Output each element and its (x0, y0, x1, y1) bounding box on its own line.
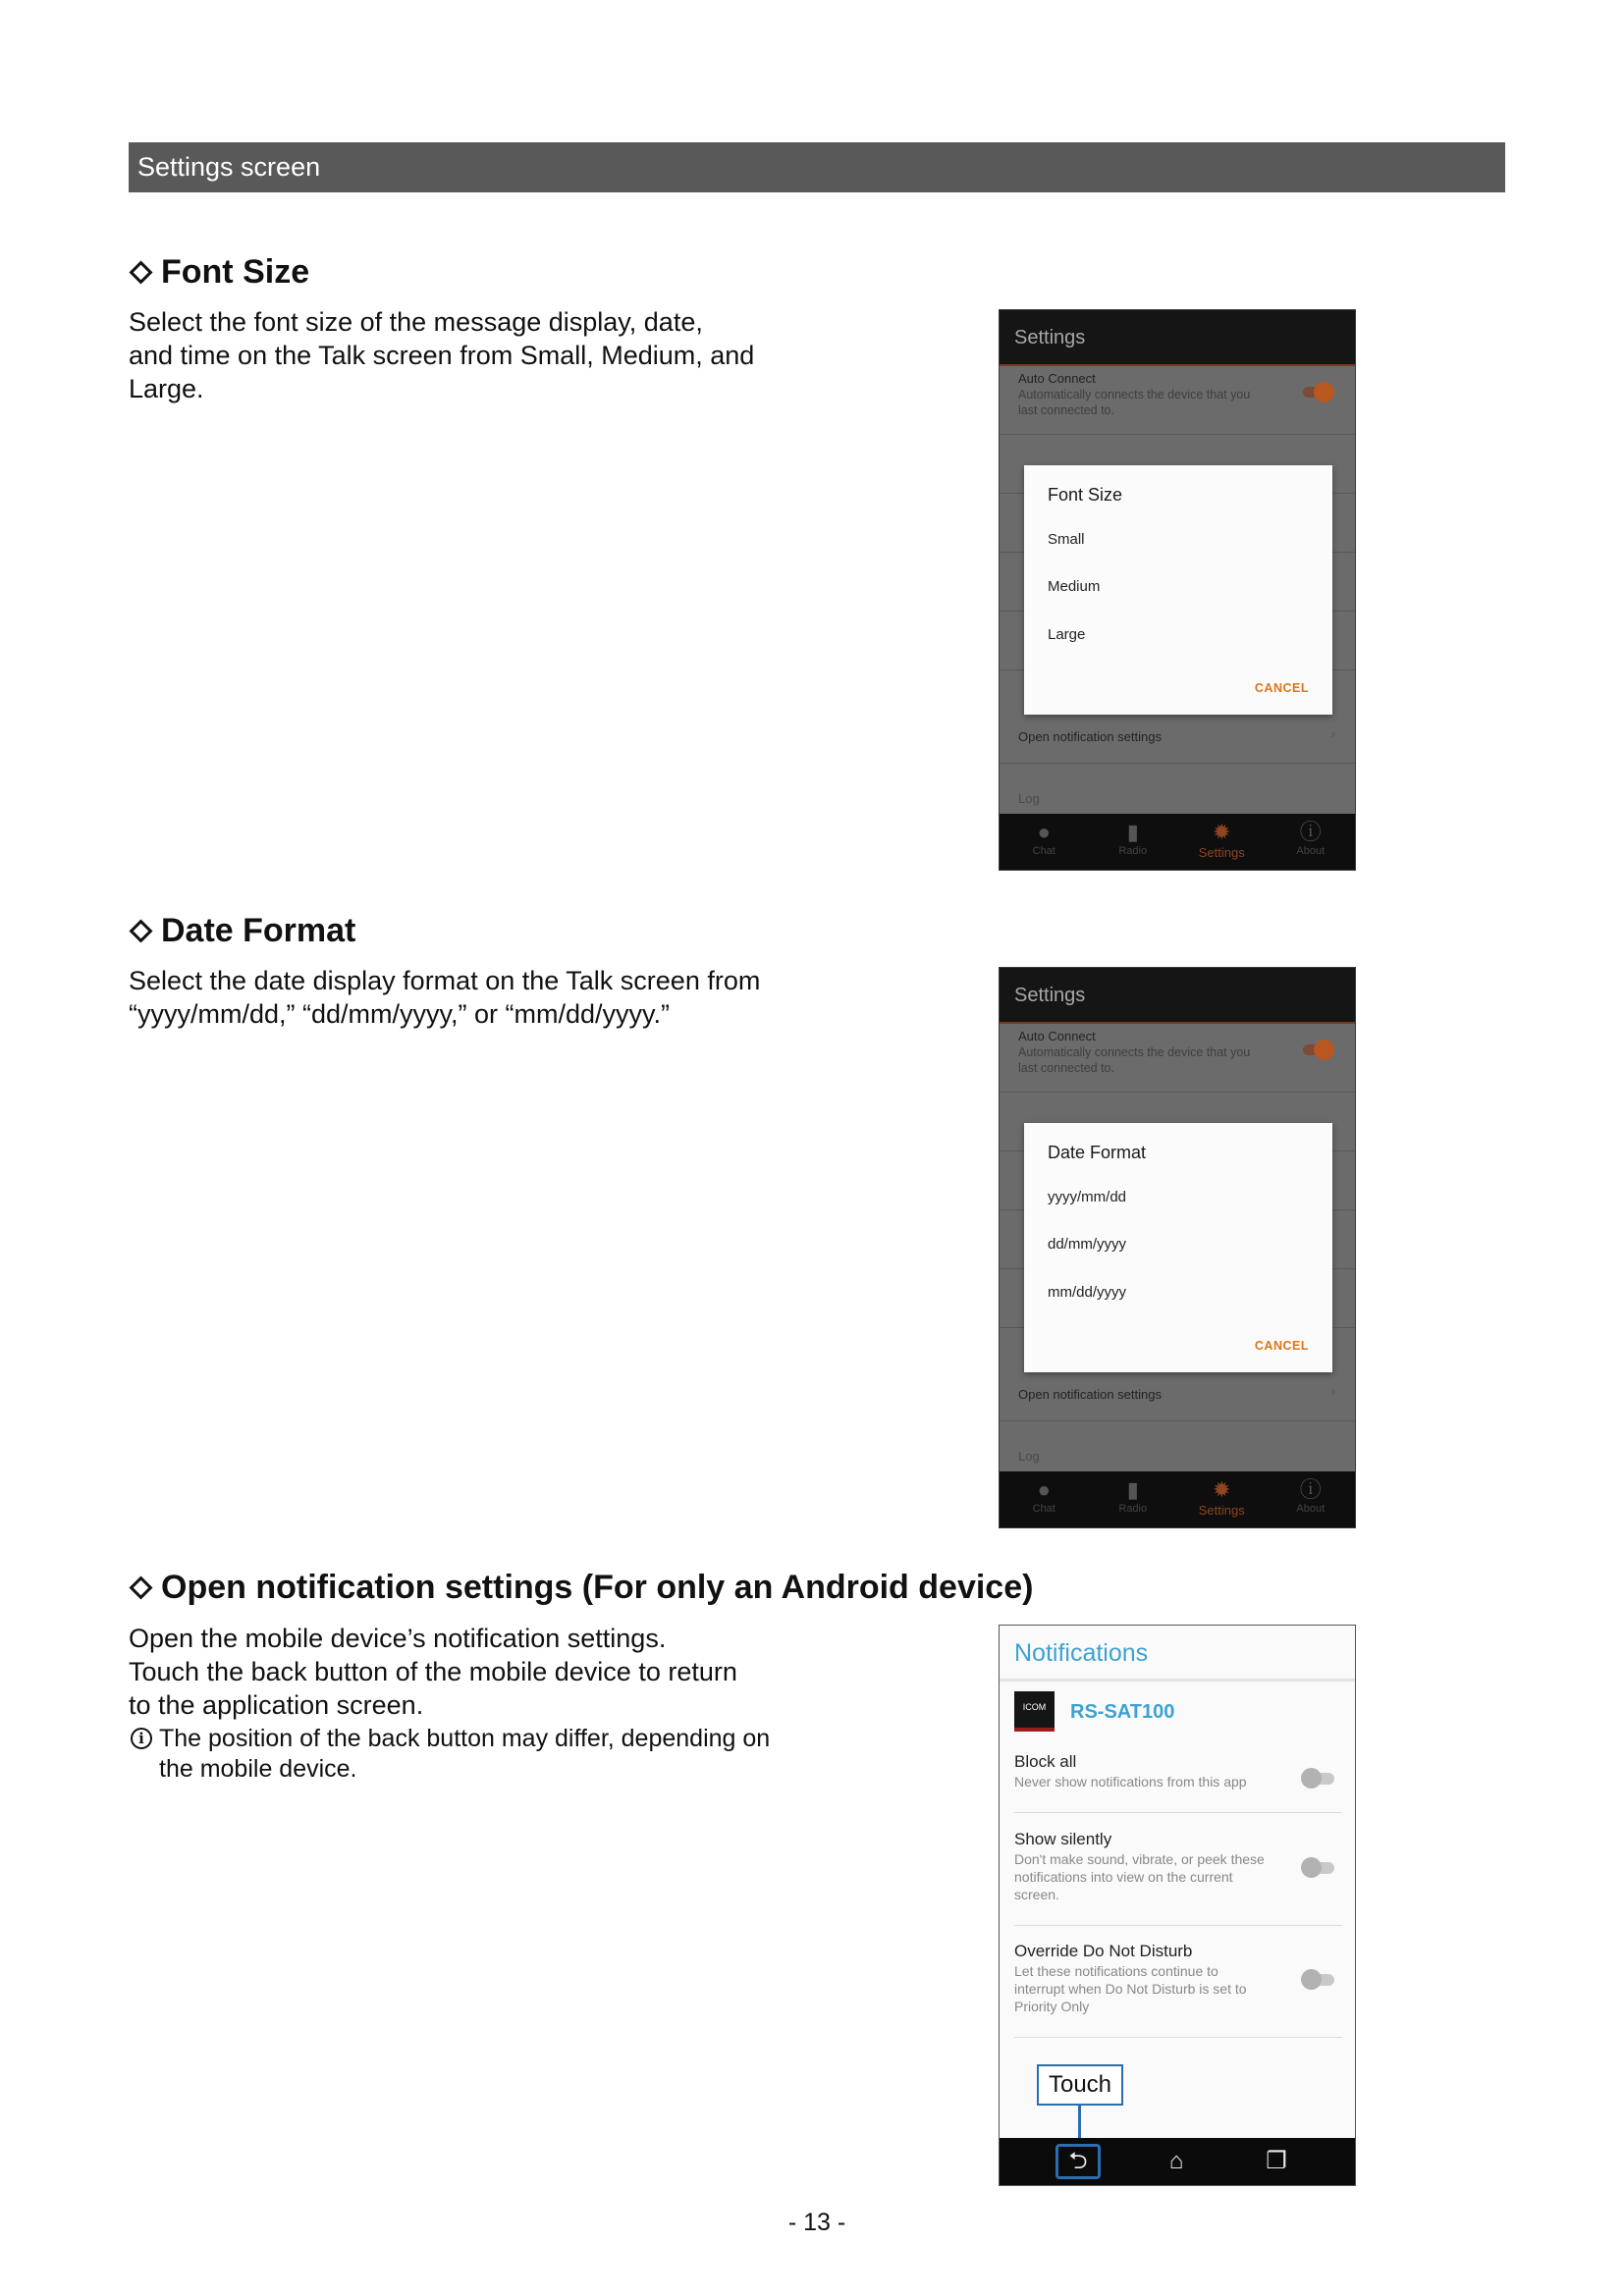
tab-radio[interactable]: ▮ Radio (1089, 814, 1178, 870)
note-line: the mobile device. (159, 1755, 357, 1783)
home-icon[interactable]: ⌂ (1168, 2148, 1184, 2174)
chevron-right-icon: › (1330, 1384, 1335, 1399)
bottom-tab-bar (1000, 1471, 1355, 1527)
block-all-switch[interactable] (1301, 1769, 1336, 1789)
tab-chat[interactable]: ● Chat (1000, 1471, 1089, 1527)
description-line: to the application screen. (129, 1690, 424, 1720)
auto-connect-desc: Automatically connects the device that you (1018, 1045, 1251, 1059)
notification-description (129, 1622, 816, 1722)
item-title: Override Do Not Disturb (1014, 1942, 1193, 1960)
item-desc: Let these notifications continue to (1014, 1963, 1218, 1979)
note-line: i The position of the back button may differ, depending on (129, 1724, 816, 1754)
open-notification-row[interactable] (1000, 721, 1355, 764)
description-line: Select the date display format on the Talk screen from (129, 966, 761, 995)
notification-heading-text: Open notification settings (For only an Android device) (161, 1569, 1034, 1606)
override-dnd-item[interactable] (1014, 1941, 1342, 2038)
recent-apps-icon[interactable]: ❐ (1266, 2148, 1287, 2174)
date-format-screenshot (999, 967, 1356, 1528)
info-icon: i (131, 1728, 152, 1749)
dialog-option-dd-mm-yyyy[interactable]: dd/mm/yyyy (1048, 1236, 1127, 1253)
callout-line (1078, 2106, 1081, 2142)
back-icon[interactable]: ⮌ (1056, 2144, 1101, 2179)
item-desc: notifications into view on the current (1014, 1869, 1233, 1885)
chat-bubble-icon: ● (1037, 1477, 1051, 1502)
chat-bubble-icon: ● (1037, 820, 1051, 844)
open-notification-label: Open notification settings (1018, 729, 1162, 744)
description-line: Select the font size of the message display, date, (129, 307, 703, 337)
app-icon: ICOM (1014, 1691, 1055, 1732)
date-format-description (129, 964, 816, 1031)
item-title: Show silently (1014, 1830, 1112, 1848)
chevron-right-icon: › (1330, 726, 1335, 741)
auto-connect-label: Auto Connect (1018, 371, 1096, 386)
font-size-heading (129, 253, 309, 292)
item-desc: Don't make sound, vibrate, or peek these (1014, 1851, 1265, 1867)
section-title-bar: Settings screen (129, 142, 1505, 192)
item-title: Block all (1014, 1752, 1077, 1771)
date-format-dialog (1024, 1123, 1332, 1372)
tab-radio[interactable]: ▮ Radio (1089, 1471, 1178, 1527)
dialog-option-small[interactable]: Small (1048, 531, 1085, 548)
radio-icon: ▮ (1126, 820, 1139, 844)
override-dnd-switch[interactable] (1301, 1970, 1336, 1990)
log-row[interactable] (1000, 1429, 1355, 1472)
cancel-button[interactable]: CANCEL (1254, 681, 1309, 695)
open-notification-row[interactable] (1000, 1378, 1355, 1421)
gear-icon: ✹ (1213, 820, 1231, 844)
item-desc: screen. (1014, 1887, 1059, 1902)
cancel-button[interactable]: CANCEL (1254, 1339, 1309, 1353)
back-button-note (129, 1724, 816, 1785)
tab-settings[interactable]: ✹ Settings (1177, 1471, 1267, 1527)
dialog-option-large[interactable]: Large (1048, 626, 1086, 643)
item-desc: interrupt when Do Not Disturb is set to (1014, 1981, 1247, 1997)
diamond-icon (129, 919, 152, 942)
page-number: - 13 - (787, 2209, 846, 2236)
gear-icon: ✹ (1213, 1477, 1231, 1502)
show-silently-item[interactable] (1014, 1829, 1342, 1926)
description-line: “yyyy/mm/dd,” “dd/mm/yyyy,” or “mm/dd/yyyy.” (129, 999, 671, 1029)
block-all-item[interactable] (1014, 1751, 1342, 1813)
item-desc: Never show notifications from this app (1014, 1774, 1247, 1789)
description-line: Touch the back button of the mobile device to return (129, 1657, 737, 1686)
open-notification-label: Open notification settings (1018, 1387, 1162, 1402)
app-name: RS-SAT100 (1070, 1701, 1175, 1723)
dialog-option-mm-dd-yyyy[interactable]: mm/dd/yyyy (1048, 1284, 1127, 1301)
auto-connect-toggle[interactable] (1303, 1041, 1334, 1057)
description-line: Large. (129, 374, 204, 403)
app-title: Settings (1000, 310, 1355, 366)
tab-settings[interactable]: ✹ Settings (1177, 814, 1267, 870)
auto-connect-desc: last connected to. (1018, 403, 1114, 417)
tab-chat[interactable]: ● Chat (1000, 814, 1089, 870)
auto-connect-row[interactable] (1000, 368, 1355, 435)
font-size-screenshot (999, 309, 1356, 871)
notification-heading (129, 1569, 1033, 1607)
font-size-heading-text: Font Size (161, 253, 310, 291)
diamond-icon (129, 260, 152, 284)
dialog-option-yyyy-mm-dd[interactable]: yyyy/mm/dd (1048, 1189, 1127, 1205)
diamond-icon (129, 1575, 152, 1599)
log-label: Log (1018, 791, 1040, 806)
tab-about[interactable]: ⓘ About (1267, 1471, 1356, 1527)
dialog-title: Font Size (1048, 485, 1123, 505)
auto-connect-row[interactable] (1000, 1026, 1355, 1093)
log-label: Log (1018, 1449, 1040, 1464)
radio-icon: ▮ (1126, 1477, 1139, 1502)
auto-connect-toggle[interactable] (1303, 384, 1334, 400)
app-title: Settings (1000, 968, 1355, 1024)
description-line: and time on the Talk screen from Small, Medium, and (129, 341, 755, 370)
notifications-screenshot (999, 1625, 1356, 2186)
touch-callout: Touch (1037, 2064, 1123, 2106)
tab-about[interactable]: ⓘ About (1267, 814, 1356, 870)
description-line: Open the mobile device’s notification settings. (129, 1624, 667, 1653)
info-icon: ⓘ (1299, 1477, 1322, 1502)
log-row[interactable] (1000, 772, 1355, 815)
date-format-heading (129, 912, 355, 950)
date-format-heading-text: Date Format (161, 912, 356, 949)
font-size-dialog (1024, 465, 1332, 715)
auto-connect-desc: Automatically connects the device that you (1018, 388, 1251, 401)
show-silently-switch[interactable] (1301, 1858, 1336, 1878)
notifications-title: Notifications (1000, 1626, 1355, 1682)
font-size-description (129, 305, 816, 405)
dialog-option-medium[interactable]: Medium (1048, 578, 1101, 595)
item-desc: Priority Only (1014, 1999, 1090, 2014)
info-icon: ⓘ (1299, 820, 1322, 844)
auto-connect-label: Auto Connect (1018, 1029, 1096, 1043)
bottom-tab-bar (1000, 814, 1355, 870)
auto-connect-desc: last connected to. (1018, 1061, 1114, 1075)
android-nav-bar (1000, 2138, 1355, 2185)
dialog-title: Date Format (1048, 1143, 1147, 1162)
